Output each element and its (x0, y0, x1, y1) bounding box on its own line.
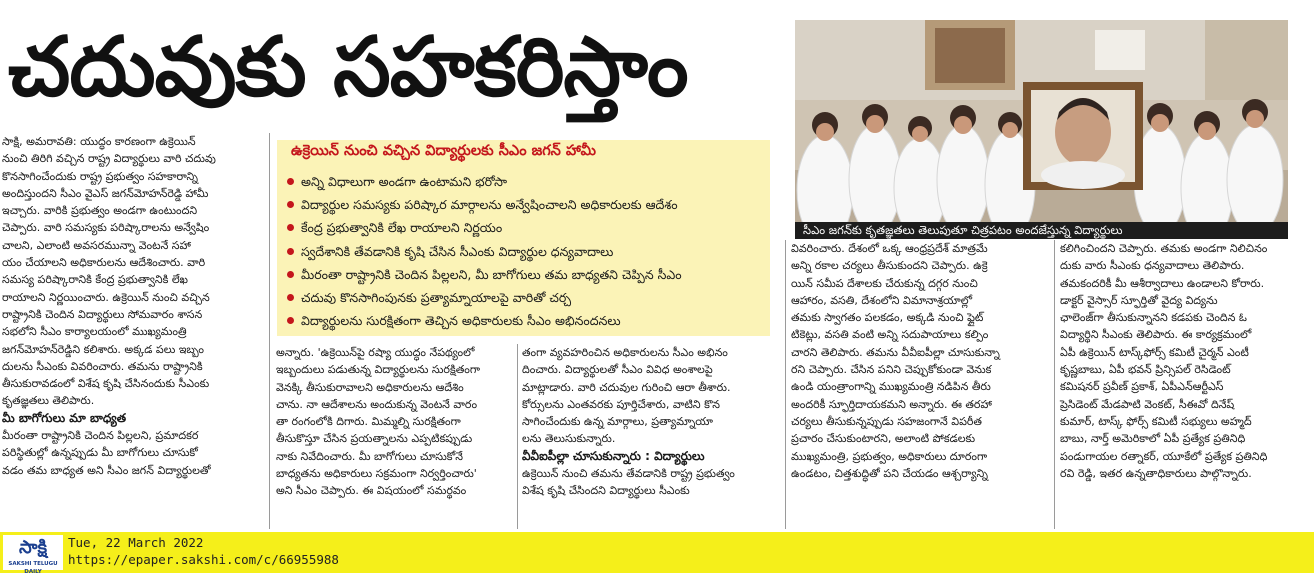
highlight-point (287, 216, 767, 239)
article-line: పరిస్థితుల్లో ఉన్నప్పుడు మీ బాగోగులు చూసుకో (2, 446, 198, 460)
highlight-point-text: స్వదేశానికి తేవడానికి కృషి చేసిన సీఎంకు విద్యార్థుల ధన్యవాదాలు (301, 243, 614, 259)
article-line: దుకు వారు సీఎంకు ధన్యవాదాలు తెలిపారు. (1060, 259, 1245, 273)
article-line: చెప్పారు. వారి సమస్యకు పరిష్కారాలను అన్వేషిం (2, 221, 210, 235)
highlight-box (277, 140, 770, 336)
bullet-icon (287, 271, 294, 278)
article-line: దులను సీఎంకు వివరించారు. తమను రాష్ట్రానికి (2, 359, 203, 373)
source-url[interactable]: https://epaper.sakshi.com/c/66955988 (68, 552, 339, 567)
column-rule (1054, 240, 1055, 529)
article-line: దించారు. విద్యార్థులతో సీఎం వివిధ అంశాలపై (522, 363, 713, 377)
article-line: కృతజ్ఞతలు తెలిపారు. (2, 394, 95, 408)
article-line: కొనసాగించేందుకు రాష్ట్ర ప్రభుత్వం సహకారాన్ని (2, 169, 198, 183)
article-line: ప్రెసిడెంట్ మేడపాటి వెంకట్, సీఈవో దినేష్ (1060, 397, 1235, 411)
article-line: తమకందరికీ మీ ఆశీర్వాదాలు ఉండాలని కోరారు. (1060, 276, 1265, 290)
article-column-5 (1060, 240, 1312, 482)
article-line: సమస్య పరిష్కారానికి కేంద్ర ప్రభుత్వానికి లేఖ (2, 273, 188, 287)
article-column-3 (522, 344, 766, 500)
article-line: ఇచ్చారు. వారికి ప్రభుత్వం అండగా ఉంటుందని (2, 204, 198, 218)
article-text-1b (2, 427, 264, 479)
article-column-1 (2, 133, 264, 479)
article-text-1 (2, 133, 264, 410)
column-rule (517, 344, 518, 529)
article-line: చాను. నా ఆదేశాలను అందుకున్న వెంటనే వారం (276, 397, 478, 411)
column-rule (269, 133, 270, 529)
bullet-icon (287, 178, 294, 185)
article-line: విద్యార్థిని సీఎంకు తెలిపారు. ఈ కార్యక్రమంలో (1060, 328, 1252, 342)
article-line: లను తెలుసుకున్నారు. (522, 432, 616, 446)
highlight-list (287, 170, 767, 332)
highlight-box-title: ఉక్రెయిన్ నుంచి వచ్చిన విద్యార్థులకు సీఎం జగన్ హామీ (291, 143, 596, 159)
article-line: ఉండటం, చిత్తశుద్ధితో పని చేయడం ఆశ్చర్యాన్ని (791, 466, 988, 480)
logo-subtext: SAKSHI TELUGU DAILY (8, 561, 58, 575)
bullet-icon (287, 294, 294, 301)
highlight-point-text: విద్యార్థుల సమస్యకు పరిష్కార మార్గాలను అన్వేషించాలని అధికారులకు ఆదేశం (301, 197, 678, 213)
article-column-4 (791, 240, 1049, 482)
highlight-point (287, 309, 767, 332)
article-line: కోర్సులను ఎంతవరకు పూర్తిచేశారు, వాటిని కొన (522, 397, 721, 411)
article-text-2 (276, 344, 512, 500)
article-line: చారని తెలిపారు. తమను వీవీఐపీల్లా చూసుకున్నా (791, 345, 1000, 359)
article-line: సభలోని సీఎం కార్యాలయంలో ముఖ్యమంత్రి (2, 325, 187, 339)
article-column-2 (276, 344, 512, 500)
article-text-4 (791, 240, 1049, 482)
article-line: ప్రచారం చేసుకుంటారని, అలాంటి పోకడలకు (791, 432, 976, 446)
highlight-point (287, 170, 767, 193)
article-line: తా రంగంలోకి దిగారు. మిమ్మల్ని సురక్షితంగా (276, 415, 461, 429)
article-line: రవి రెడ్డి, ఇతర ఉన్నతాధికారులు పాల్గొన్నారు. (1060, 466, 1252, 480)
article-line: పండుగాయల రత్నాకర్, యూకేలో ప్రత్యేక ప్రతినిధి (1060, 449, 1268, 463)
article-line: అని సీఎం చెప్పారు. ఈ విషయంలో సమర్థవం (276, 484, 467, 498)
article-line: అన్ని రకాల చర్యలు తీసుకుందని చెప్పారు. ఉక్రె (791, 259, 988, 273)
article-line: మీరంతా రాష్ట్రానికి చెందిన పిల్లలని, ప్రమాదకర (2, 429, 199, 443)
highlight-point (287, 193, 767, 216)
article-line: కుమార్, టాస్క్ ఫోర్స్ కమిటీ సభ్యులు అహ్మద్ (1060, 414, 1252, 428)
article-line: రాయాలని నిర్ణయించారు. ఉక్రెయిన్ నుంచి వచ్చిన (2, 290, 210, 304)
bullet-icon (287, 248, 294, 255)
photo-illustration (795, 20, 1288, 222)
subheading-care: మీ బాగోగులు మా బాధ్యత (2, 410, 127, 425)
article-line: నాకు నివేదించారు. మీ బాగోగులు చూసుకోనే (276, 449, 464, 463)
article-line: ఏపీ ఉక్రెయిన్ టాస్క్‌ఫోర్స్ కమిటీ చైర్మన్ ఎంటీ (1060, 345, 1249, 359)
article-line: మాట్లాడారు. వారి చదువుల గురించి ఆరా తీశారు. (522, 380, 731, 394)
article-line: రాష్ట్రానికి చెందిన విద్యార్థులు సోమవారం శాసన (2, 307, 203, 321)
article-text-3 (522, 344, 766, 448)
article-line: టికెట్లు, వసతి వంటి అన్ని సదుపాయాలు కల్పిం (791, 328, 989, 342)
article-line: కృష్ణబాబు, ఏపీ భవన్ ప్రిన్సిపల్ రెసిడెంట్ (1060, 363, 1231, 377)
article-line: కలిగించిందని చెప్పారు. తమకు అండగా నిలిచినం (1060, 242, 1268, 255)
highlight-point-text: విద్యార్థులను సురక్షితంగా తెచ్చిన అధికారులకు సీఎం అభినందనలు (301, 313, 621, 329)
article-line: నుంచి తిరిగి వచ్చిన రాష్ట్ర విద్యార్థులు వారి చదువు (2, 152, 216, 166)
article-line: ఛాలెంజ్‌గా తీసుకున్నానని కడపకు చెందిన ఓ (1060, 311, 1247, 325)
article-line: వడం తమ బాధ్యత అని సీఎం జగన్ విద్యార్థులతో (2, 463, 211, 477)
bullet-icon (287, 201, 294, 208)
article-line: సాక్షి, అమరావతి: యుద్ధం కారణంగా ఉక్రెయిన్ (2, 135, 196, 148)
subheading-vvip: వీవీఐపీల్లా చూసుకున్నారు : విద్యార్థులు (522, 448, 705, 463)
article-line: ముఖ్యమంత్రి, ప్రభుత్వం, అధికారులు దూరంగా (791, 449, 988, 463)
article-line: సాగించేందుకు ఉన్న మార్గాలు, ప్రత్యామ్నాయా (522, 415, 713, 429)
article-line: యిన్ సమీప దేశాలకు చేరుకున్న దగ్గర నుంచి (791, 276, 978, 290)
article-line: ఉక్రెయిన్ నుంచి తమను తేవడానికి రాష్ట్ర ప్రభుత్వం (522, 467, 735, 481)
article-line: అందరికీ స్ఫూర్తిదాయకమని అన్నారు. ఈ తరహా (791, 397, 992, 411)
sakshi-logo (3, 535, 63, 575)
logo-text: సాక్షి (19, 537, 47, 558)
article-line: ఉండి యంత్రాంగాన్ని ముఖ్యమంత్రి నడిపిన తీరు (791, 380, 991, 394)
article-line: ఆహారం, వసతి, దేశంలోని విమానాశ్రయాల్లో (791, 293, 973, 307)
news-photo (795, 20, 1288, 222)
article-line: వెనక్కి తీసుకురావాలని అధికారులను ఆదేశిం (276, 380, 464, 394)
article-text-3b (522, 465, 766, 500)
highlight-point (287, 240, 767, 263)
photo-caption: సీఎం జగన్‌కు కృతజ్ఞతలు తెలుపుతూ చిత్రపటం అందజేస్తున్న విద్యార్థులు (795, 222, 1288, 239)
article-line: చాలని, ఎలాంటి అవసరమున్నా వెంటనే సహా (2, 238, 191, 252)
article-text-5 (1060, 240, 1312, 482)
article-line: రని చెప్పారు. చేసిన పనిని చెప్పుకోకుండా వెనుక (791, 363, 992, 377)
bullet-icon (287, 224, 294, 231)
column-rule (785, 240, 786, 529)
highlight-point-text: మీరంతా రాష్ట్రానికి చెందిన పిల్లలని, మీ బాగోగులు తమ బాధ్యతని చెప్పిన సీఎం (301, 266, 682, 282)
article-line: అన్నారు. 'ఉక్రెయిన్‌పై రష్యా యుద్ధం నేపథ్యంలో (276, 346, 475, 359)
article-line: తమకు స్వాగతం పలకడం, అక్కడి నుంచి ఫ్లైట్ (791, 311, 984, 325)
highlight-point-text: చదువు కొనసాగింపునకు ప్రత్యామ్నాయాలపై వారితో చర్చ (301, 290, 572, 306)
footer-bar (0, 532, 1314, 573)
article-line: తంగా వ్యవహరించిన అధికారులను సీఎం అభినం (522, 346, 728, 359)
article-line: బాధ్యతను అధికారులు సక్రమంగా నిర్వర్తించారు' (276, 467, 477, 481)
article-line: కమిషనర్ ప్రవీణ్ ప్రకాశ్, ఏపీఎన్ఆర్టీఎస్ (1060, 380, 1224, 394)
highlight-point-text: అన్ని విధాలుగా అండగా ఉంటామని భరోసా (301, 174, 508, 189)
article-line: వివరించారు. దేశంలో ఒక్క ఆంధ్రప్రదేశ్ మాత్రమే (791, 242, 988, 255)
headline: చదువుకు సహకరిస్తాం (8, 20, 688, 115)
article-line: ఇబ్బందులు పడుతున్న విద్యార్థులను సురక్షితంగా (276, 363, 480, 377)
bullet-icon (287, 317, 294, 324)
article-line: బాబు, నార్త్ అమెరికాలో ఏపీ ప్రత్యేక ప్రతినిధి (1060, 432, 1246, 446)
highlight-point (287, 263, 767, 286)
article-line: తీసుకురావడంలో విశేష కృషి చేసినందుకు సీఎంకు (2, 377, 210, 391)
article-line: తీసుకొస్తూ చేసిన ప్రయత్నాలను ఎప్పటికప్పుడు (276, 432, 473, 446)
article-line: చర్యలు తీసుకున్నప్పుడు సహజంగానే విపరీత (791, 414, 982, 428)
article-line: విశేష కృషి చేసిందని విద్యార్థులు సీఎంకు (522, 484, 690, 498)
article-line: అందిస్తుందని సీఎం వైఎస్ జగన్‌మోహన్‌రెడ్డి హామీ (2, 186, 209, 200)
highlight-point-text: కేంద్ర ప్రభుత్వానికి లేఖ రాయాలని నిర్ణయం (301, 220, 503, 236)
highlight-point (287, 286, 767, 309)
publish-date: Tue, 22 March 2022 (68, 535, 204, 550)
article-line: డాక్టర్ వైస్సార్ స్ఫూర్తితో వైద్య విద్యను (1060, 293, 1218, 307)
article-line: యం చేయాలని అధికారులను ఆదేశించారు. వారి (2, 256, 206, 270)
article-line: జగన్‌మోహన్‌రెడ్డిని కలిశారు. అక్కడ పలు ఇబ్బం (2, 342, 204, 356)
